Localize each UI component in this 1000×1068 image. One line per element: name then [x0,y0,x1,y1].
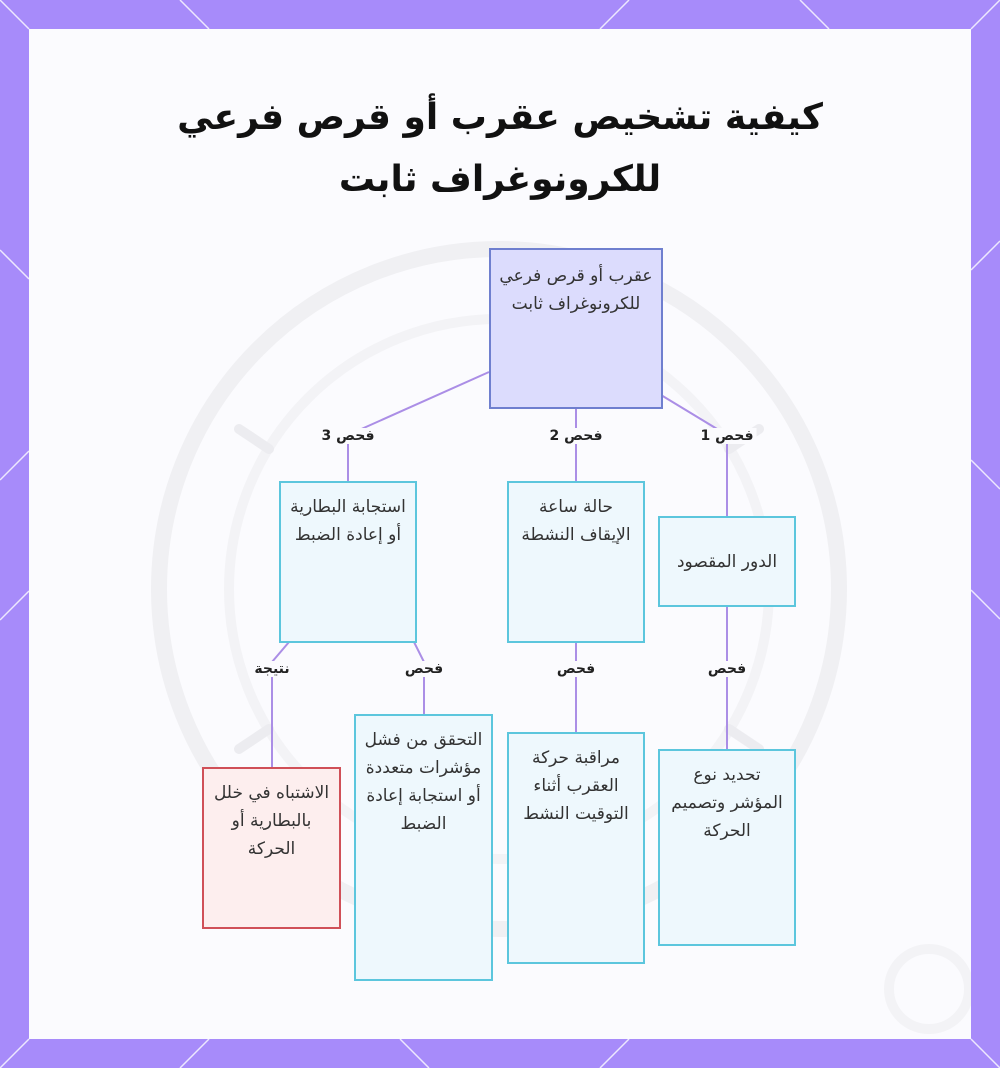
diagram-card [29,29,971,1039]
edge-label-check1: فحص 1 [698,428,757,444]
node-battery-reset [279,481,417,643]
node-suspect-fault [202,767,341,929]
node-stopwatch-state [507,481,645,643]
node-stopwatch-state-label: حالة ساعة الإيقاف النشطة [521,497,631,545]
diagram-edges [29,29,971,1039]
node-root-label: عقرب أو قرص فرعي للكرونوغراف ثابت [499,266,653,314]
node-verify-failure-label: التحقق من فشل مؤشرات متعددة أو استجابة إعادة الضبط [364,730,483,834]
node-intended-role-label: الدور المقصود [676,551,778,572]
edge-root-to-battery [348,372,489,481]
node-verify-failure [354,714,493,981]
title-line-1: كيفية تشخيص عقرب أو قرص فرعي [177,97,823,138]
node-identify-type-label: تحديد نوع المؤشر وتصميم الحركة [671,765,783,841]
node-observe-motion-label: مراقبة حركة العقرب أثناء التوقيت النشط [523,748,629,824]
edge-label-check-observe: فحص [554,661,598,677]
node-intended-role [658,516,796,607]
edge-battery-to-verify [414,642,424,714]
edge-label-check2: فحص 2 [547,428,606,444]
edge-label-check-identify: فحص [705,661,749,677]
node-root [489,248,663,409]
node-battery-reset-label: استجابة البطارية أو إعادة الضبط [290,497,406,545]
node-identify-type [658,749,796,946]
node-suspect-fault-label: الاشتباه في خلل بالبطارية أو الحركة [213,783,330,859]
title-line-2: للكرونوغراف ثابت [338,159,662,200]
edge-label-check-verify: فحص [402,661,446,677]
edge-root-to-role [661,395,727,517]
edge-label-result: نتيجة [251,661,292,677]
node-observe-motion [507,732,645,964]
edge-label-check3: فحص 3 [319,428,378,444]
